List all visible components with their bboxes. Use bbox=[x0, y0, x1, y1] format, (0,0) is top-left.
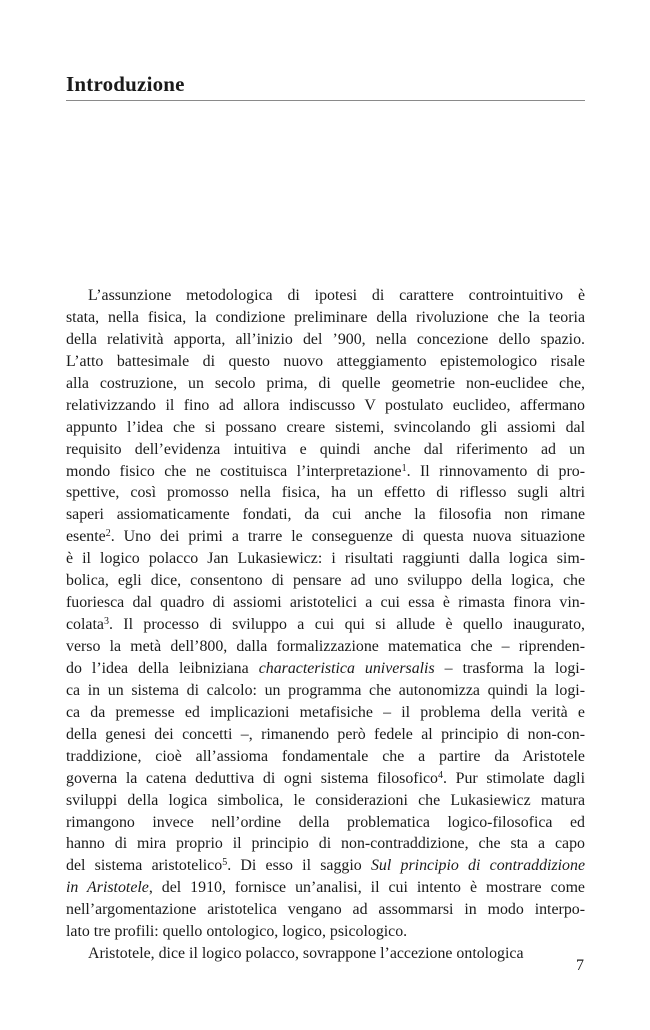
text-line: saperi assiomaticamente fondati, da cui anche la filosofia non rimane bbox=[66, 506, 585, 524]
footnote-marker: 4 bbox=[438, 769, 443, 781]
text-line: L’assunzione metodologica di ipotesi di carattere controintuitivo è bbox=[88, 287, 585, 304]
text-line: della genesi dei concetti –, rimanendo però fedele al principio di non-con- bbox=[66, 725, 585, 743]
text-line: mondo fisico che ne costituisca l’interpretazione$^1$. Il rinnovamento di pro- bbox=[66, 462, 585, 480]
text-line: stata, nella fisica, la condizione preliminare della rivoluzione che la teoria bbox=[66, 308, 585, 326]
text-line: alla costruzione, un secolo prima, di quelle geometrie non-euclidee che, bbox=[66, 374, 585, 392]
italic-title: in Aristotele bbox=[66, 879, 149, 897]
footnote-marker: 5 bbox=[222, 857, 228, 869]
text-line: in Aristotele, del 1910, fornisce un’analisi, il cui intento è mostrare come bbox=[66, 879, 585, 897]
text-line: rimangono invece nell’ordine della problematica logico-filosofica ed bbox=[66, 813, 585, 831]
text-line: ca in un sistema di calcolo: un programma che autonomizza quindi la logi- bbox=[66, 681, 585, 699]
text-line: colata$^3$. Il processo di sviluppo a cui qui si allude è quello inaugurato, bbox=[66, 616, 585, 634]
text-line: della relatività apporta, all’inizio del ’900, nella concezione dello spazio. bbox=[66, 330, 585, 348]
body-text bbox=[66, 285, 585, 965]
text-line: sviluppi della logica simbolica, le considerazioni che Lukasiewicz matura bbox=[66, 791, 585, 809]
italic-title: characteristica universalis bbox=[258, 659, 435, 677]
text-line: lato tre profili: quello ontologico, logico, psicologico. bbox=[66, 923, 408, 941]
text-line: governa la catena deduttiva di ogni sistema filosofico$^4$. Pur stimolate dagli bbox=[66, 769, 585, 787]
text-line: esente$^2$. Uno dei primi a trarre le conseguenze di questa nuova situazione bbox=[66, 528, 585, 546]
text-line: ca da premesse ed implicazioni metafisiche – il problema della verità e bbox=[66, 703, 585, 721]
page-number: 7 bbox=[576, 957, 584, 974]
text-line: spettive, così promosso nella fisica, ha un effetto di riflesso sugli altri bbox=[66, 484, 585, 502]
text-line: bolica, egli dice, consentono di pensare ad uno sviluppo della logica, che bbox=[66, 572, 585, 590]
text-line: fuoriesca dal quadro di assiomi aristotelici a cui essa è rimasta finora vin- bbox=[66, 594, 585, 612]
text-line: do l’idea della leibniziana characteristica universalis – trasforma la logi- bbox=[66, 659, 586, 677]
text-line: L’atto battesimale di questo nuovo atteggiamento epistemologico risale bbox=[66, 352, 585, 370]
chapter-title: Introduzione bbox=[66, 72, 185, 96]
footnote-marker: 2 bbox=[105, 528, 111, 540]
text-line: requisito dell’evidenza intuitiva e quindi anche dal riferimento ad un bbox=[66, 440, 585, 458]
text-line: verso la metà dell’800, dalla formalizzazione matematica che – riprenden- bbox=[66, 638, 585, 655]
italic-title: Sul principio di contraddizione bbox=[370, 857, 585, 875]
text-line: relativizzando il fino ad allora indiscusso V postulato euclideo, affermano bbox=[66, 396, 585, 414]
title-rule bbox=[66, 100, 585, 101]
footnote-marker: 1 bbox=[401, 462, 407, 474]
text-line: è il logico polacco Jan Lukasiewicz: i risultati raggiunti dalla logica sim- bbox=[66, 550, 585, 568]
text-line: del sistema aristotelico$^5$. Di esso il saggio Sul principio di contraddizione bbox=[66, 857, 585, 875]
text-line: traddizione, cioè all’assioma fondamentale che a partire da Aristotele bbox=[66, 747, 585, 765]
text-line: Aristotele, dice il logico polacco, sovrappone l’accezione ontologica bbox=[88, 945, 524, 963]
text-line: nell’argomentazione aristotelica vengano ad assommarsi in modo interpo- bbox=[66, 901, 585, 919]
text-line: appunto l’idea che si possano creare sistemi, svincolando gli assiomi dal bbox=[66, 418, 585, 436]
text-line: hanno di mira proprio il principio di non-contraddizione, che sta a capo bbox=[66, 835, 585, 853]
footnote-marker: 3 bbox=[103, 616, 109, 628]
